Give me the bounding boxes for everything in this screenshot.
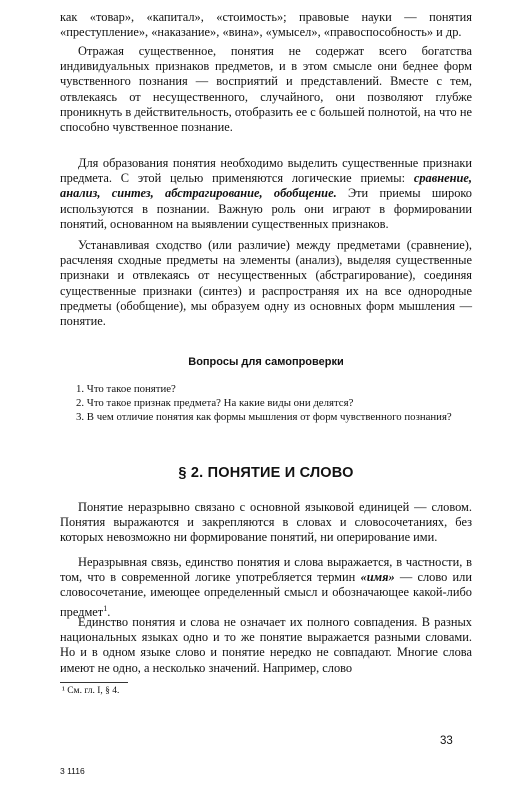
paragraph-concept-word: Понятие неразрывно связано с основной языковой единицей — словом. Понятия выражаются и закрепляются в словах и словосочетаниях, без которых невозможно ни формирование понятий, ни оперирование ими. xyxy=(60,500,472,545)
self-check-questions xyxy=(60,382,472,424)
footnote-marker: 1 xyxy=(103,603,108,613)
question-item: 1. Что такое понятие? xyxy=(76,383,176,395)
footnote: ¹ См. гл. I, § 4. xyxy=(62,686,120,696)
self-check-heading: Вопросы для самопроверки xyxy=(188,356,344,368)
paragraph-concept-formation: Устанавливая сходство (или различие) между предметами (сравнение), расчленяя сходные предметы на элементы (анализ), выделяя существенные признаки и отвлекаясь от несущественных (абстрагирование), соединяя существенные признаки (синтез) и распространяя их на все однородные предметы (обобщение), мы образуем одну из основных форм мышления — понятие. xyxy=(60,238,472,329)
logical-methods-terms: сравнение, анализ, синтез, абстрагирование, обобщение. xyxy=(60,171,472,201)
term-name: «имя» xyxy=(360,570,395,585)
question-item: 3. В чем отличие понятия как формы мышления от форм чувственного познания? xyxy=(76,411,452,423)
section-title: § 2. ПОНЯТИЕ И СЛОВО xyxy=(178,465,354,481)
paragraph-concepts-essential: Отражая существенное, понятия не содержат всего богатства индивидуальных признаков предметов, и в этом смысле они беднее форм чувственного познания — восприятий и представлений. Вместе с тем, отвлекаясь от несущественного, случайного, они позволяют глубже проникнуть в действительность, отобразить ее с большей полнотой, на что не способно чувственное познание. xyxy=(60,44,472,135)
question-item: 2. Что такое признак предмета? На какие виды они делятся? xyxy=(76,397,354,409)
printer-mark: 3 1116 xyxy=(60,766,85,776)
paragraph-logical-methods: Для образования понятия необходимо выделить существенные признаки предмета. С этой целью применяются логические приемы: сравнение, анализ, синтез, абстрагирование, обобщение. Эти приемы широко используются в познании. Важную роль они играют в формировании понятий, основанном на выявлении существенных признаков. xyxy=(60,156,473,231)
paragraph-term-name: Неразрывная связь, единство понятия и слова выражается, в частности, в том, что в современной логике употребляется термин «имя» — слово или словосочетание, имеющее определенный смысл и обозначающее какой-либо предмет$^1$. xyxy=(60,555,472,619)
paragraph-concept-word-mismatch: Единство понятия и слова не означает их полного совпадения. В разных национальных языках одно и то же понятие выражается разными словами. Но и в одном языке слово и понятие нередко не совпадают. Многие слова имеют не одно, а несколько значений. Например, слово xyxy=(60,615,472,675)
paragraph-continuation: как «товар», «капитал», «стоимость»; правовые науки — понятия «преступление», «наказание», «вина», «умысел», «правоспособность» и др. xyxy=(60,10,472,40)
page-number: 33 xyxy=(440,735,453,747)
footnote-divider xyxy=(60,682,128,683)
